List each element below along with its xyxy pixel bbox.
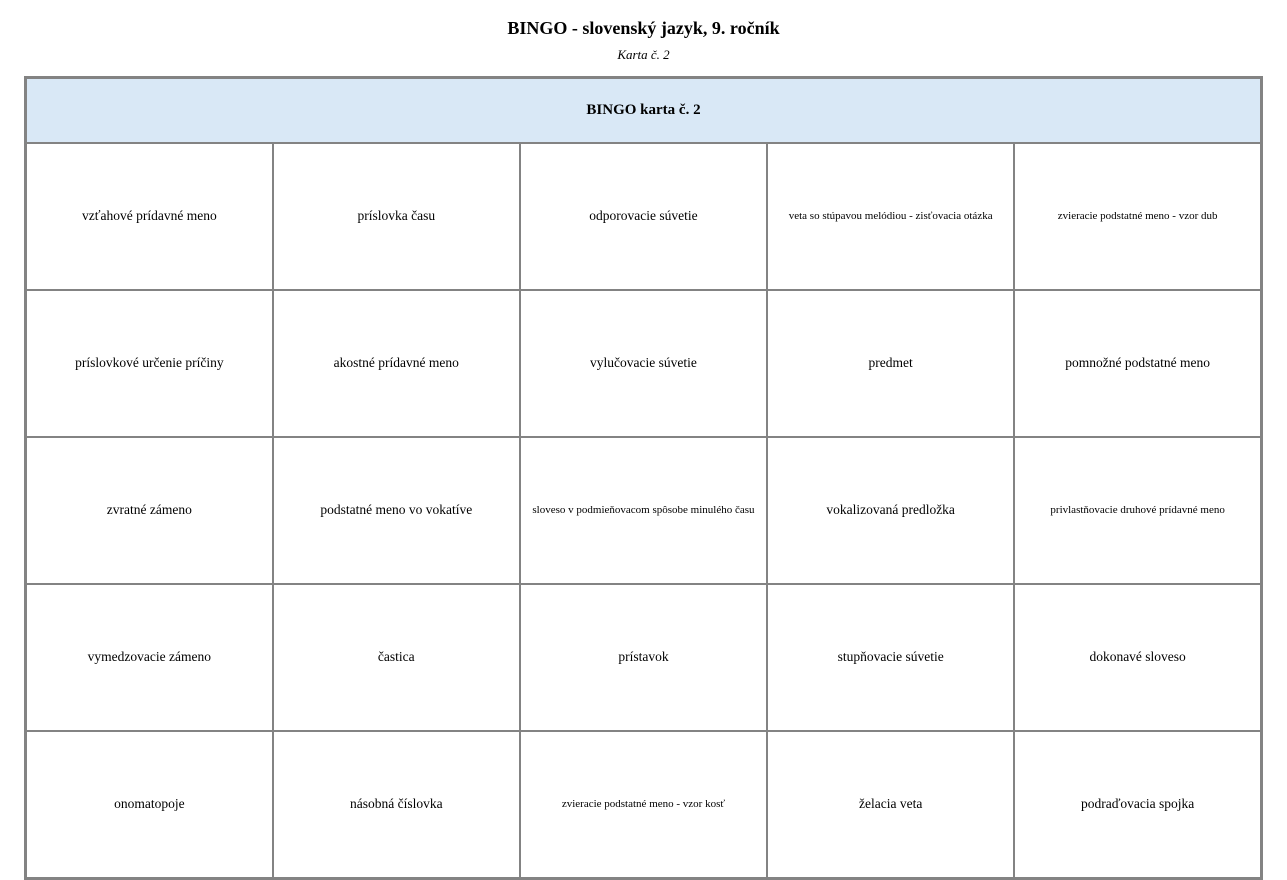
bingo-cell: pomnožné podstatné meno [1014,290,1261,437]
bingo-cell: zvieracie podstatné meno - vzor dub [1014,143,1261,290]
table-row [26,143,1262,290]
bingo-cell: podstatné meno vo vokatíve [273,437,520,584]
table-row [26,584,1262,731]
bingo-grid-body [26,143,1262,879]
bingo-cell: želacia veta [767,731,1014,879]
bingo-cell: akostné prídavné meno [273,290,520,437]
bingo-cell: zvratné zámeno [26,437,273,584]
bingo-table [24,76,1263,880]
bingo-cell: vymedzovacie zámeno [26,584,273,731]
table-row [26,731,1262,879]
bingo-cell: odporovacie súvetie [520,143,767,290]
table-header-row [26,77,1262,143]
table-row [26,290,1262,437]
bingo-cell: predmet [767,290,1014,437]
bingo-cell: vylučovacie súvetie [520,290,767,437]
bingo-cell: dokonavé sloveso [1014,584,1261,731]
bingo-cell: zvieracie podstatné meno - vzor kosť [520,731,767,879]
bingo-cell: stupňovacie súvetie [767,584,1014,731]
bingo-cell: onomatopoje [26,731,273,879]
page-title: BINGO - slovenský jazyk, 9. ročník [507,18,780,38]
bingo-cell: príslovka času [273,143,520,290]
bingo-cell: prístavok [520,584,767,731]
bingo-cell: privlastňovacie druhové prídavné meno [1014,437,1261,584]
bingo-cell: častica [273,584,520,731]
bingo-cell: vzťahové prídavné meno [26,143,273,290]
bingo-cell: vokalizovaná predložka [767,437,1014,584]
table-row [26,437,1262,584]
bingo-cell: podraďovacia spojka [1014,731,1261,879]
bingo-cell: násobná číslovka [273,731,520,879]
bingo-cell: veta so stúpavou melódiou - zisťovacia otázka [767,143,1014,290]
bingo-card-header: BINGO karta č. 2 [26,77,1262,143]
bingo-cell: príslovkové určenie príčiny [26,290,273,437]
bingo-cell: sloveso v podmieňovacom spôsobe minulého času [520,437,767,584]
page-subtitle: Karta č. 2 [617,46,670,62]
